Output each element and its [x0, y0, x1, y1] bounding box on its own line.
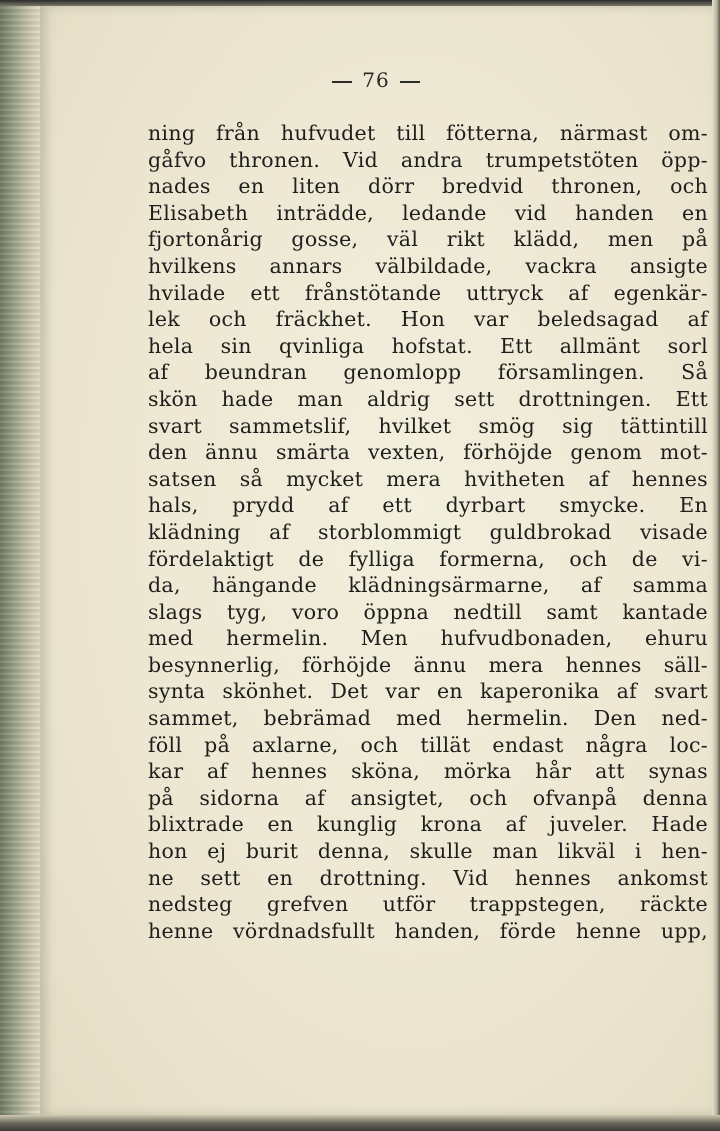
text-line: den ännu smärta vexten, förhöjde genom mot- — [148, 440, 708, 465]
text-line: gåfvo thronen. Vid andra trumpetstöten öpp- — [148, 147, 708, 172]
text-line: lek och fräckhet. Hon var beledsagad af — [148, 307, 708, 332]
text-line: hon ej burit denna, skulle man likväl i hen- — [148, 839, 708, 864]
dash-right — [400, 81, 420, 83]
book-page — [40, 6, 712, 1115]
text-line: ning från hufvudet till fötterna, närmast om- — [148, 121, 708, 145]
text-line: slags tyg, voro öppna nedtill samt kantade — [148, 599, 708, 624]
page-right-edge — [712, 0, 720, 1131]
text-line: sammet, bebrämad med hermelin. Den ned- — [148, 706, 708, 731]
text-line: Elisabeth inträdde, ledande vid handen en — [148, 200, 708, 225]
text-line: synta skönhet. Det var en kaperonika af svart — [148, 679, 708, 704]
text-line: föll på axlarne, och tillät endast några loc- — [148, 732, 708, 757]
text-line: svart sammetslif, hvilket smög sig tättintill — [148, 413, 708, 438]
book-binding-gutter — [0, 0, 42, 1131]
text-line: henne vördnadsfullt handen, förde henne upp, — [148, 918, 708, 943]
text-line: nades en liten dörr bredvid thronen, och — [148, 174, 708, 199]
body-text — [148, 120, 708, 944]
text-line: klädning af storblommigt guldbrokad visade — [148, 519, 708, 544]
text-line: hela sin qvinliga hofstat. Ett allmänt sorl — [148, 333, 708, 358]
text-line: blixtrade en kunglig krona af juveler. Hade — [148, 812, 708, 837]
text-line: fjortonårig gosse, väl rikt klädd, men på — [148, 227, 708, 252]
page-number-header — [40, 68, 712, 92]
dash-left — [332, 81, 352, 83]
text-line: kar af hennes sköna, mörka hår att synas — [148, 759, 708, 784]
text-line: på sidorna af ansigtet, och ofvanpå denna — [148, 785, 708, 810]
text-line: hals, prydd af ett dyrbart smycke. En — [148, 493, 708, 518]
text-line: af beundran genomlopp församlingen. Så — [148, 360, 708, 385]
text-line: skön hade man aldrig sett drottningen. Ett — [148, 386, 708, 411]
text-line: med hermelin. Men hufvudbonaden, ehuru — [148, 626, 708, 651]
text-line: hvilkens annars välbildade, vackra ansigte — [148, 253, 708, 278]
text-line: hvilade ett frånstötande uttryck af egenkär- — [148, 280, 708, 305]
text-line: fördelaktigt de fylliga formerna, och de vi- — [148, 546, 708, 571]
text-line: da, hängande klädningsärmarne, af samma — [148, 573, 708, 598]
text-line: besynnerlig, förhöjde ännu mera hennes säll- — [148, 652, 708, 677]
page-number: 76 — [362, 68, 390, 92]
text-line: nedsteg grefven utför trappstegen, räckte — [148, 892, 708, 917]
text-line: satsen så mycket mera hvitheten af hennes — [148, 466, 708, 491]
page-bottom-edge — [0, 1115, 720, 1131]
text-line: ne sett en drottning. Vid hennes ankomst — [148, 865, 708, 890]
